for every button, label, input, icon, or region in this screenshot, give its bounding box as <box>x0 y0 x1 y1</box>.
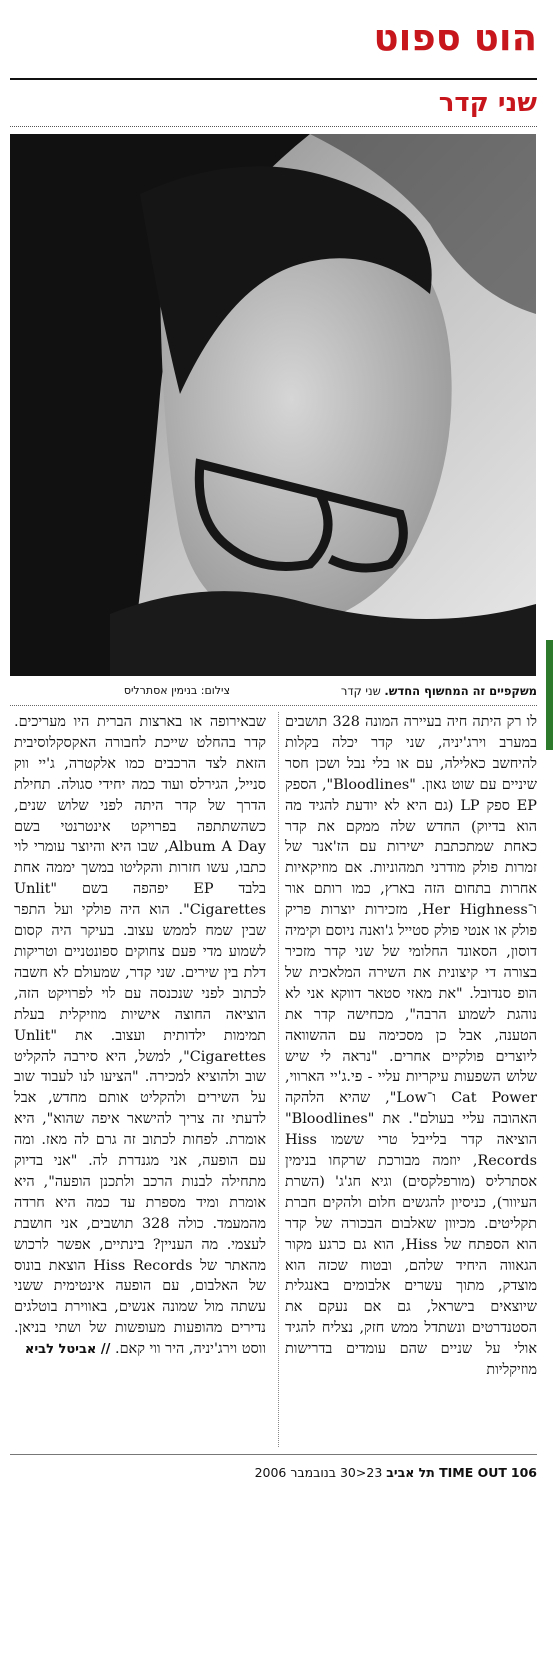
photo-credit: צילום: בנימין אסתרליס <box>123 684 230 697</box>
caption-name: שני קדר <box>340 684 381 698</box>
footer-divider <box>10 1454 537 1455</box>
column-divider <box>278 712 279 1447</box>
magazine-brand: TIME OUT תל אביב <box>386 1465 507 1480</box>
page-number: 106 <box>510 1465 537 1480</box>
caption-lead: משקפיים זה המחשוף החדש. <box>384 684 537 698</box>
author-byline: // אביטל לביא <box>24 1342 111 1358</box>
issue-dates: 23<30 בנובמבר 2006 <box>254 1465 383 1480</box>
article-text-right: לו רק היתה חיה בעיירה המונה 328 תושבים במערב וירג'יניה, שני קדר יכלה בקלות להיחשב כאלילה, עם או בלי נבל ושכן חסר שיניים עם שוט גאון. "Bloodlines", הספק EP ספק LP (גם היא לא יודעת להגיד מה הוא בדיוק) החדש שלה ממקם את קדר כאחת שמתכתבת ישירות עם הז'אנר של זמרות פולק מודרני תמהוניות. אם מוזיקאיות אחרות בתחום הזה בארץ, כמו רותם אור ו־Her Highness, מזכירות יוצרות פריק פולק או אנטי פולק סטייל ג'ואנה ניוסם וקימיה דוסון, הסאונד החלומי של שני קדר מזכיר בצורה די קיצונית את השירה המלאכית של הופ סנדובל. "את מאזי סטאר דווקא אני לא נוהגת לשמוע הרבה", מכחישה קדר את הטענה, אבל כן מסכימה עם ההשוואה ליוצרים פולקיים אחרים. "נראה לי שיש שלוש השפעות עיקריות עליי - פי.ג'יי הארווי, Cat Power ו־Low", שהיא הלהקה האהובה עליי בעולם". את "Bloodlines" הוציאה קדר בלייבל טרי ששמו Hiss Records, יוזמה מבורכת שרקחו בנימין אסתרליס (מורפלקסים) וגיא חג'ג' (השרת העיוור), כניסיון להגשים חלום ולהקים חברת תקליטים. מכיוון שאלבום הבכורה של קדר הוא הספתח של Hiss, הוא גם כרגע מקור הגאווה היחיד שלהם, ובטוח שכזה הוא מוצדק, מתוך עשרים אלבומים באנגלית שיוצאים בישראל, גם אם נעקם את הסטנדרטים ונשתדל ממש חזק, נצליח להגיד אולי על שניים שהם עומדים בדרישות מוזיקליות <box>285 714 538 1379</box>
artist-photo <box>10 134 536 676</box>
title-divider <box>10 78 537 80</box>
subtitle-divider <box>10 126 537 127</box>
artist-photo-illustration <box>10 134 536 676</box>
section-title: הוט ספוט <box>373 16 537 59</box>
section-edge-tab <box>546 640 553 750</box>
article-text-left-body: שבאירופה או בארצות הברית היו מעריכים. קדר בהחלט שייכת לחבורה האקסקלוסיבית הזאת לצד הרכבים כמו אלקטרה, ג'יי ווק סנייל, הגירלס ועוד כמה יחידי סגולה. תחילת הדרך של קדר היתה לפני שלוש שנים, כשהשתתפה בפרויקט אינטרנטי בשם Album A Day, שבו היא והיוצר עומרי לוי כתבו, עשו חזרות והקליטו במשך יממה אחת בלבד EP יפהפה בשם "Unlit Cigarettes". הוא היה פולקי ועל התפר שבין שמח לממש עצוב. בעיקר היה קסום לשמוע מדי פעם צחוקים ספונטניים וטריקות דלת בין שירים. שני קדר, שמעולם לא חשבה לכתוב לפני שנכנסה עם לוי לפרויקט הזה, הוציאה החוצה אישיות מוזיקלית בעלת תמימות ילדותית ועצוב. את "Unlit Cigarettes", למשל, היא סירבה להקליט שוב ולהוציא למכירה. "הציעו לנו לעבוד שוב על השירים ולהקליט אותם מחדש, אבל לדעתי זה צריך להישאר איפה שהוא", היא אומרת. לפחות לכתוב זה גרם לה מאז. ומה עם הופעה, אני מגנדרת לה. "אני בדיוק מתחילה לבנות הרכב ולתכנן הופעה", היא אומרת ומיד מספרת עד כמה היא חרדה מהמעמד. כולה 328 תושבים, אני חושבת לעצמי. מה העניין? בינתיים, אפשר לרכוש מהאתר של Hiss Records הוצאת בונוס של האלבום, עם הופעה אינטימית ששני עשתה מול שמונה אנשים, באווירת בוטלגים נדירים מהופעות מעופשות של ושתי בניאן. ווסט וירג'יניה, היר ווי קאם. <box>14 714 266 1358</box>
page-footer <box>255 1464 537 1482</box>
caption-divider <box>10 705 537 706</box>
article-column-right <box>285 712 537 1672</box>
article-subtitle: שני קדר <box>438 88 537 118</box>
article-column-left <box>14 712 266 1672</box>
article-text-left <box>14 712 266 1361</box>
photo-caption <box>237 683 537 699</box>
